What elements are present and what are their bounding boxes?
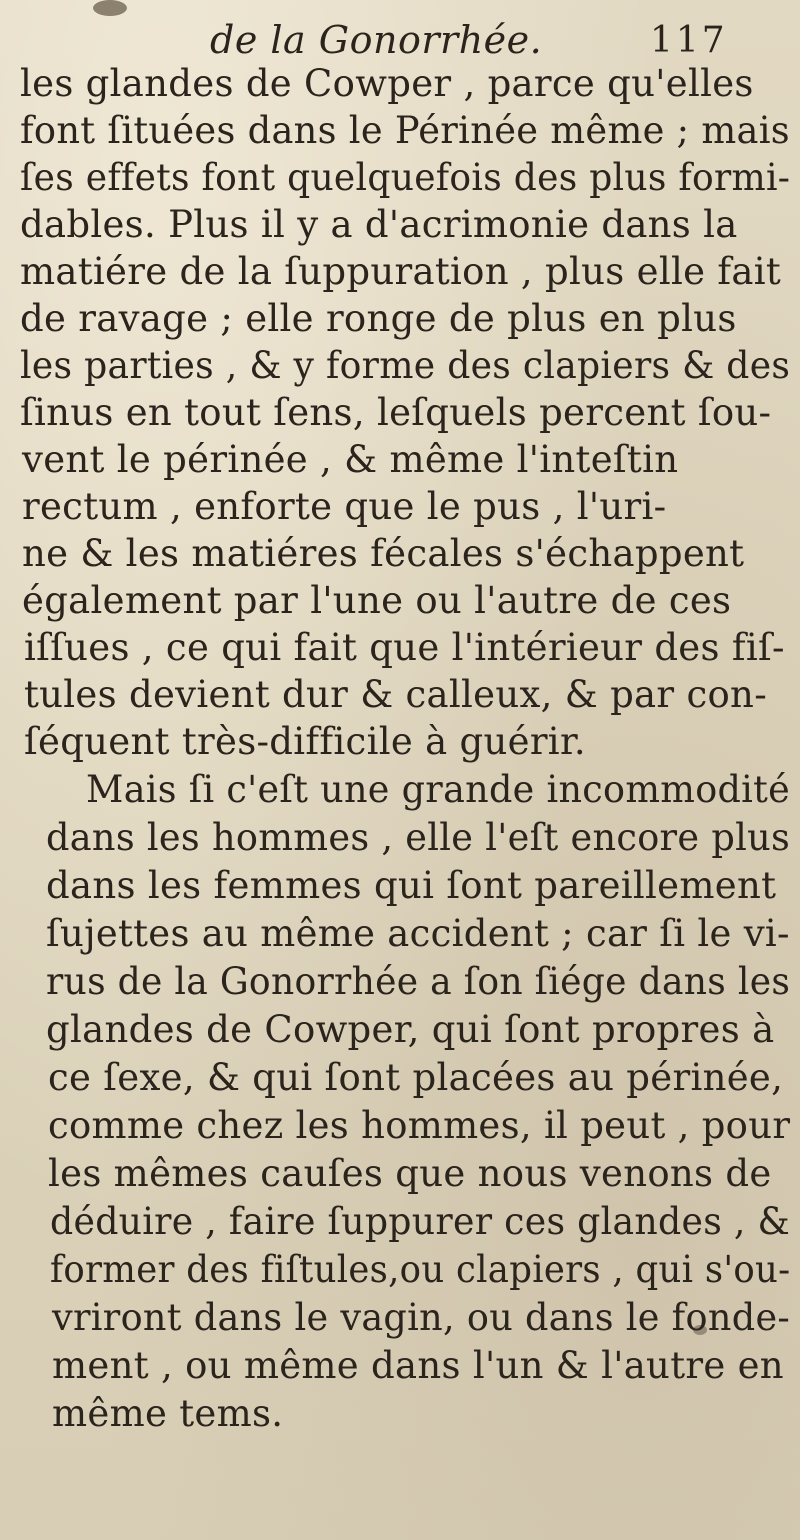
text-line: rus de la Gonorrhée a ſon ſiége dans les [46,960,791,1003]
text-line: vriront dans le vagin, ou dans le fonde- [52,1296,791,1339]
text-line: glandes de Cowper, qui ſont propres à [46,1008,775,1051]
page-number: 117 [650,20,728,61]
text-line: ſes effets font quelquefois des plus formi- [20,156,791,199]
text-line: vent le périnée , & même l'inteſtin [22,438,679,481]
text-line: déduire , faire ſuppurer ces glandes , & [50,1200,791,1243]
text-line: les parties , & y forme des clapiers & des [20,344,791,387]
running-title: de la Gonorrhée. [210,18,543,62]
text-line: iſſues , ce qui fait que l'intérieur des fiſ- [24,626,785,669]
text-line: tules devient dur & calleux, & par con- [24,673,767,716]
text-line: ſéquent très-difficile à guérir. [24,720,586,763]
text-line: les mêmes cauſes que nous venons de [48,1152,772,1195]
text-line: dans les hommes , elle l'eſt encore plus [46,816,791,859]
text-line: matiére de la ſuppuration , plus elle fait [20,250,782,293]
text-line: de ravage ; elle ronge de plus en plus [20,297,737,340]
text-line: dans les femmes qui ſont pareillement [46,864,777,907]
text-line: font ſituées dans le Périnée même ; mais [20,109,790,152]
text-line: dables. Plus il y a d'acrimonie dans la [20,203,738,246]
text-line: former des fiſtules,ou clapiers , qui s'ou- [50,1248,791,1291]
text-line: ſujettes au même accident ; car ſi le vi- [46,912,790,955]
text-line: les glandes de Cowper , parce qu'elles [20,62,754,105]
text-line: ce ſexe, & qui ſont placées au périnée, [48,1056,784,1099]
text-line: également par l'une ou l'autre de ces [22,579,732,622]
text-line: ment , ou même dans l'un & l'autre en [52,1344,784,1387]
text-line: ne & les matiéres fécales s'échappent [22,532,745,575]
text-line: Mais ſi c'eſt une grande incommodité [86,768,791,811]
text-line: comme chez les hommes, il peut , pour [48,1104,791,1147]
text-line: même tems. [52,1392,284,1435]
text-line: rectum , enforte que le pus , l'uri- [22,485,667,528]
text-line: ſinus en tout ſens, leſquels percent ſou- [20,391,772,434]
